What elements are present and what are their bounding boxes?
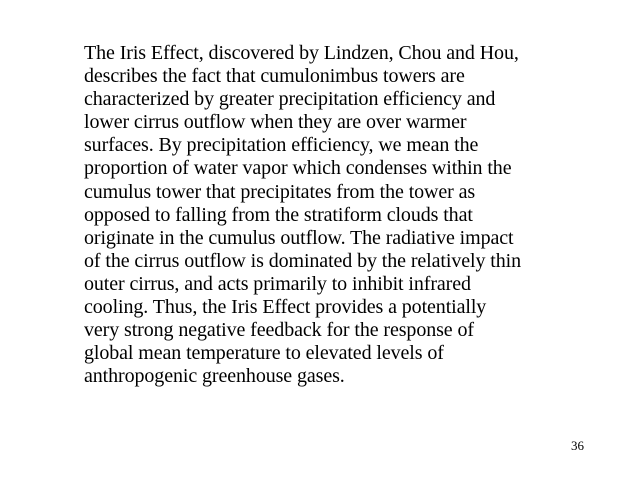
paragraph-line: of the cirrus outflow is dominated by the relatively thin bbox=[84, 249, 521, 272]
paragraph-line: cumulus tower that precipitates from the tower as bbox=[84, 180, 476, 203]
paragraph-line: proportion of water vapor which condenses within the bbox=[84, 157, 512, 180]
body-paragraph bbox=[84, 42, 574, 388]
paragraph-line: lower cirrus outflow when they are over warmer bbox=[84, 111, 467, 134]
paragraph-line: global mean temperature to elevated levels of bbox=[84, 342, 444, 365]
paragraph-line: characterized by greater precipitation efficiency and bbox=[84, 88, 496, 111]
page-number: 36 bbox=[571, 438, 584, 453]
paragraph-line: surfaces. By precipitation efficiency, we mean the bbox=[84, 134, 479, 157]
paragraph-line: The Iris Effect, discovered by Lindzen, Chou and Hou, bbox=[84, 42, 519, 64]
paragraph-line: very strong negative feedback for the response of bbox=[84, 319, 474, 342]
paragraph-line: describes the fact that cumulonimbus towers are bbox=[84, 65, 465, 88]
paragraph-line: originate in the cumulus outflow. The radiative impact bbox=[84, 226, 514, 249]
paragraph-line: cooling. Thus, the Iris Effect provides a potentially bbox=[84, 296, 487, 319]
paragraph-line: opposed to falling from the stratiform clouds that bbox=[84, 203, 473, 226]
paragraph-line: outer cirrus, and acts primarily to inhibit infrared bbox=[84, 272, 471, 295]
paragraph-line: anthropogenic greenhouse gases. bbox=[84, 365, 345, 388]
